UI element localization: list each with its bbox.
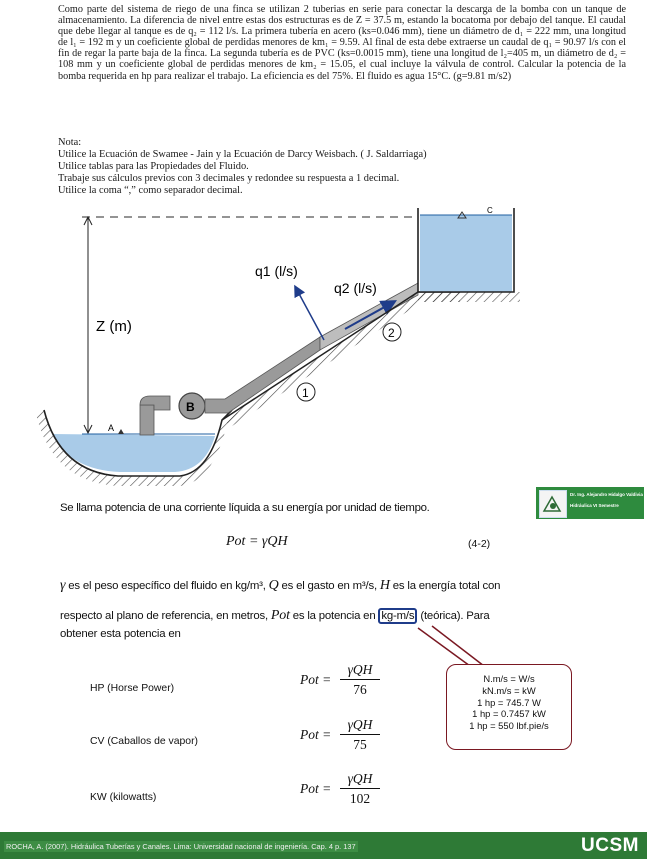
gamma-symbol: γ bbox=[60, 578, 66, 593]
gamma-description: es el peso específico del fluido en kg/m³, bbox=[65, 580, 269, 592]
q-description: es el gasto en m³/s, bbox=[278, 580, 380, 592]
point-a-label: A bbox=[108, 423, 115, 433]
cv-numerator: γQH bbox=[340, 717, 380, 735]
power-formula: Pot = γQH bbox=[226, 534, 288, 549]
conversion-item: N.m/s = W/s bbox=[483, 673, 535, 684]
h-symbol: H bbox=[379, 578, 390, 593]
hp-label: HP (Horse Power) bbox=[90, 683, 175, 694]
conversion-item: kN.m/s = kW bbox=[482, 684, 536, 696]
theoretical-text: (teórica). Para bbox=[417, 610, 490, 622]
problem-paragraph: Como parte del sistema de riego de una finca se utilizan 2 tuberias en serie para conectar la descarga de la bomba con un tanque de almacenamiento. La diferencia de nivel entre estas dos estructuras es de Z = 37.5 m, estando la bocatoma por debajo del tanque. El caudal que debe llegar al tanque es de q₂ = 112 l/s. La primera tubería en acero (ks=0.046 mm), tiene un diámetro de d₁ = 222 mm, una longitud de l₁ = 192 m y un coeficiente global de perdidas menores de km₁ = 9.59. Al final de esta debe extraerse un caudal de q₁ = 90.97 l/s con el fin de regar la parte baja de la finca. La segunda tubería es de PVC (ks=0.0015 mm), tiene una longitud de l₂=405 m, un diámetro de d₂ = 108 mm y un coeficiente global de perdidas menores de km₂ = 15.05, el cual incluye la válvula de control. Calcular la potencia de la bomba requerida en hp para realizar el trabajo. La eficiencia es del 75%. El fluido es agua 15°C. (g=9.81 m/s2) bbox=[58, 4, 626, 82]
power-definition: Se llama potencia de una corriente líquida a su energía por unidad de tiempo. bbox=[60, 502, 430, 514]
tank-c-label: C bbox=[487, 206, 493, 215]
explanation-line-3: obtener esta potencia en bbox=[60, 628, 181, 640]
badge-author: Dr. Ing. Alejandro Hidalgo Valdivia bbox=[570, 492, 643, 497]
kw-denominator: 102 bbox=[349, 791, 371, 806]
q-symbol: Q bbox=[268, 578, 279, 593]
conversion-item: 1 hp = 550 lbf.pie/s bbox=[469, 720, 549, 732]
cv-pot: Pot = bbox=[300, 727, 332, 742]
conversion-item: 1 hp = 745.7 W bbox=[477, 696, 541, 708]
hp-numerator: γQH bbox=[340, 662, 380, 680]
cv-label: CV (Caballos de vapor) bbox=[90, 736, 198, 747]
q2-label: q2 (l/s) bbox=[334, 280, 377, 296]
pipe-1-number: 1 bbox=[302, 386, 309, 400]
notes-heading: Nota: bbox=[58, 137, 82, 148]
power-in-text: es la potencia en bbox=[289, 610, 379, 622]
hp-pot: Pot = bbox=[300, 672, 332, 687]
footer-reference: ROCHA, A. (2007). Hidráulica Tuberías y Canales. Lima: Universidad nacional de ingeniería. Cap. 4 p. 137 bbox=[6, 842, 356, 851]
footer-bar bbox=[0, 832, 647, 859]
note-item: Utilice la coma “,” como separador decimal. bbox=[58, 185, 243, 196]
note-item: Trabaje sus cálculos previos con 3 decimales y redondee su respuesta a 1 decimal. bbox=[58, 173, 400, 184]
reference-plane-text: respecto al plano de referencia, en metros, bbox=[60, 610, 271, 622]
hp-denominator: 76 bbox=[353, 682, 367, 697]
pipe-2-number: 2 bbox=[388, 326, 395, 340]
kw-label: KW (kilowatts) bbox=[90, 792, 157, 803]
ucsm-logo: UCSM bbox=[581, 835, 639, 856]
units-highlight: kg-m/s bbox=[378, 608, 417, 624]
note-item: Utilice tablas para las Propiedades del Fluido. bbox=[58, 161, 249, 172]
pot-symbol: Pot bbox=[270, 608, 290, 623]
unit-conversions-callout bbox=[446, 664, 572, 750]
conversion-item: 1 hp = 0.7457 kW bbox=[472, 708, 546, 720]
kw-numerator: γQH bbox=[340, 771, 380, 789]
pump-b-label: B bbox=[186, 400, 195, 414]
q1-label: q1 (l/s) bbox=[255, 263, 298, 279]
kw-pot: Pot = bbox=[300, 781, 332, 796]
badge-course: Hidráulica VI Semestre bbox=[570, 503, 619, 508]
z-label: Z (m) bbox=[96, 318, 132, 335]
cv-denominator: 75 bbox=[353, 737, 367, 752]
h-description: es la energía total con bbox=[389, 580, 501, 592]
equation-number: (4-2) bbox=[468, 538, 491, 550]
note-item: Utilice la Ecuación de Swamee - Jain y la Ecuación de Darcy Weisbach. ( J. Saldarriaga) bbox=[58, 149, 427, 160]
